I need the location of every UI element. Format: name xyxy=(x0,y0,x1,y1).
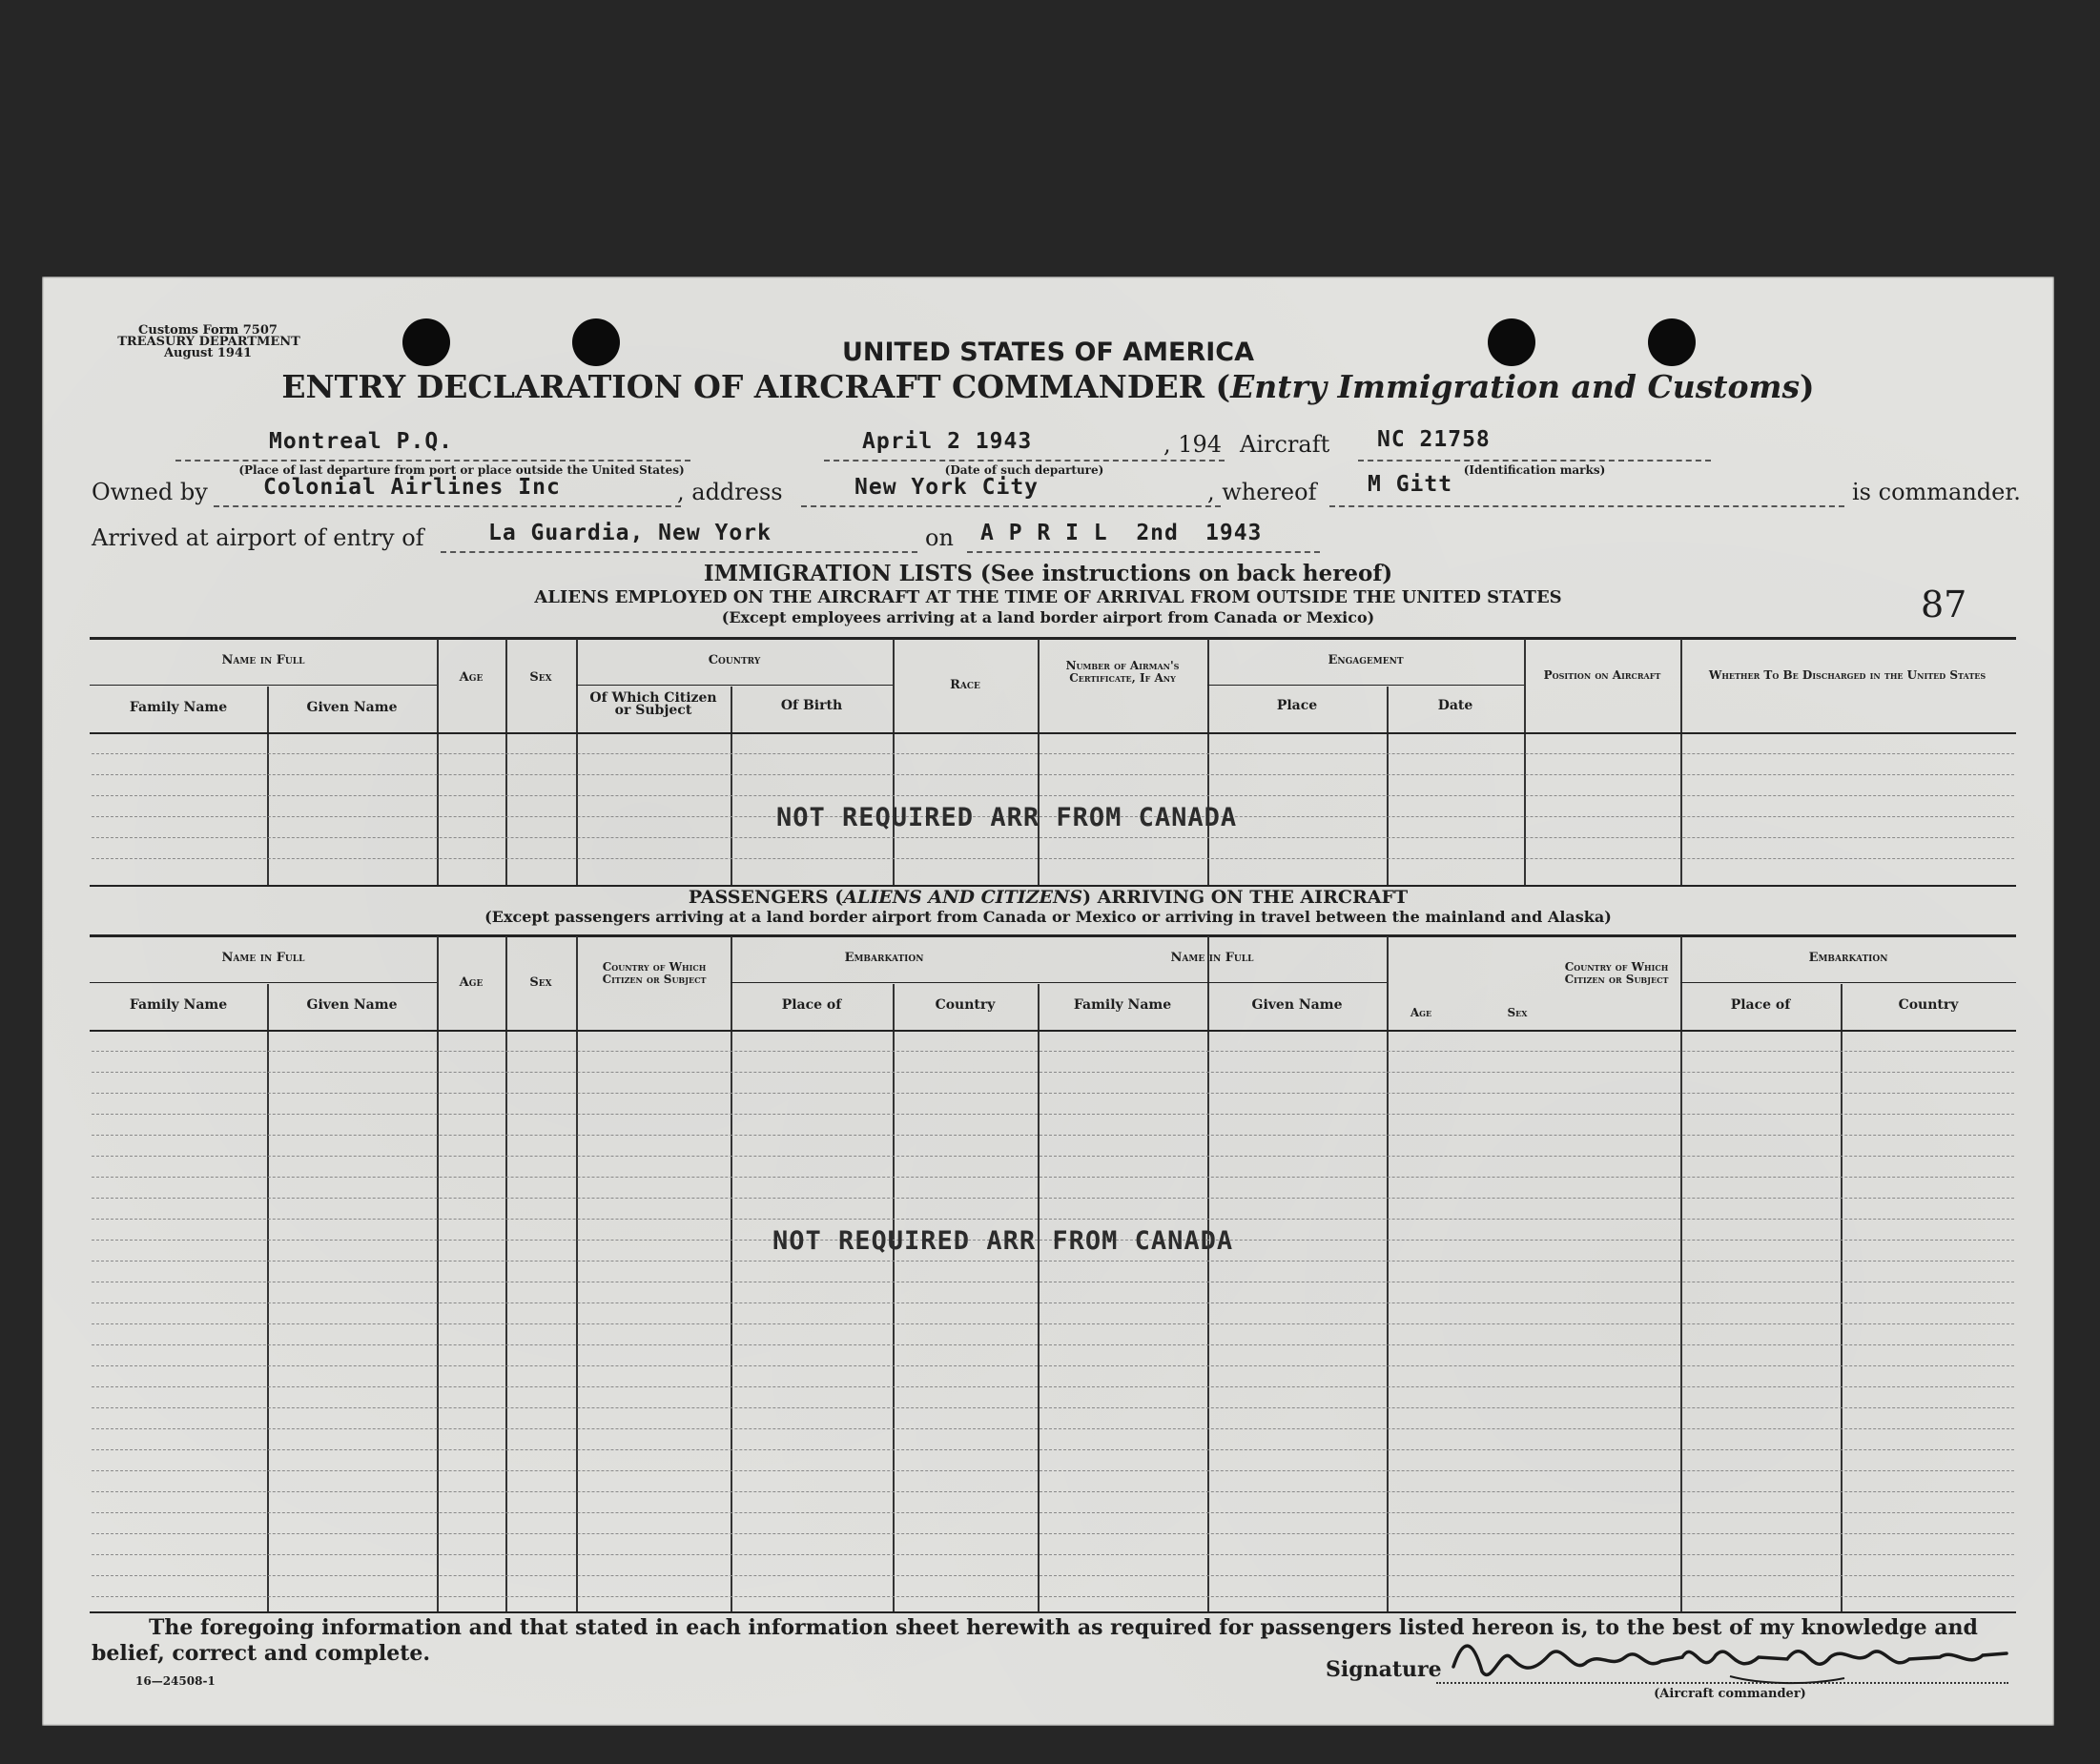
on-label: on xyxy=(925,524,954,551)
passengers-heading-italic: ALIENS AND CITIZENS xyxy=(843,887,1083,908)
crew-position-header: Position on Aircraft xyxy=(1543,668,1661,682)
pax-embarkation-group-header: Embarkation xyxy=(844,951,924,965)
departure-place-caption: (Place of last departure from port or place outside the United States) xyxy=(238,463,685,477)
customs-form-sheet xyxy=(42,277,2054,1726)
pax-family-header: Family Name xyxy=(129,997,228,1013)
crew-engagement-group-header: Engagement xyxy=(1328,653,1404,667)
crew-birth-header: Of Birth xyxy=(780,698,843,713)
pax-country-header: Country xyxy=(935,997,996,1013)
pax-sex-header: Sex xyxy=(529,975,552,990)
crew-not-required-stamp: NOT REQUIRED ARR FROM CANADA xyxy=(776,803,1238,832)
crew-certificate-header: Number of Airman's Certificate, If Any xyxy=(1065,659,1180,685)
pax-citizen-header: Country of Which Citizen or Subject xyxy=(602,960,707,986)
crew-race-header: Race xyxy=(950,678,980,692)
pax2-age-header: Age xyxy=(1410,1006,1432,1019)
whereof-label: , whereof xyxy=(1207,479,1317,505)
departure-date-caption: (Date of such departure) xyxy=(944,463,1104,477)
department-name: TREASURY DEPARTMENT xyxy=(117,335,300,349)
passengers-heading-b: ) ARRIVING ON THE AIRCRAFT xyxy=(1082,887,1409,908)
crew-place-header: Place xyxy=(1276,698,1318,713)
address-value: New York City xyxy=(854,475,1040,500)
pax-name-group-header: Name in Full xyxy=(221,951,305,965)
form-title-close: ) xyxy=(1800,368,1815,405)
departure-place-value: Montreal P.Q. xyxy=(269,429,454,454)
crew-sex-header: Sex xyxy=(529,670,552,685)
arrival-label: Arrived at airport of entry of xyxy=(92,524,424,551)
pax2-name-group-header: Name in Full xyxy=(1170,951,1254,965)
immigration-exception: (Except employees arriving at a land border airport from Canada or Mexico) xyxy=(721,608,1375,626)
crew-discharged-header: Whether To Be Discharged in the United States xyxy=(1708,668,1987,682)
passengers-heading-a: PASSENGERS ( xyxy=(688,887,844,908)
aircraft-id-value: NC 21758 xyxy=(1377,427,1491,452)
crew-country-group-header: Country xyxy=(708,653,761,667)
immigration-subheading: ALIENS EMPLOYED ON THE AIRCRAFT AT THE TIME OF ARRIVAL FROM OUTSIDE THE UNITED STATES xyxy=(534,587,1562,607)
crew-given-header: Given Name xyxy=(306,700,398,715)
form-title-main: ENTRY DECLARATION OF AIRCRAFT COMMANDER ( xyxy=(281,368,1231,405)
form-code: 16—24508-1 xyxy=(135,1674,216,1688)
commander-suffix: is commander. xyxy=(1852,479,2021,505)
crew-date-header: Date xyxy=(1437,698,1473,713)
arrival-year-value: 1943 xyxy=(1205,521,1263,545)
pax2-country-header: Country xyxy=(1898,997,1959,1013)
arrival-date-value: A P R I L 2nd xyxy=(980,521,1179,545)
owned-by-label: Owned by xyxy=(92,479,208,505)
pax-given-header: Given Name xyxy=(306,997,398,1013)
page-number: 87 xyxy=(1921,584,1967,626)
signature-caption: (Aircraft commander) xyxy=(1654,1687,1806,1701)
commander-signature xyxy=(1444,1629,2016,1695)
signature-label: Signature xyxy=(1326,1657,1442,1682)
passengers-heading xyxy=(42,887,2054,908)
pax-place-header: Place of xyxy=(781,997,842,1013)
footer-statement: The foregoing information and that stated in each information sheet herewith as required for passengers listed hereon is, to the best of my knowledge and belief, correct and complete. xyxy=(92,1615,1978,1666)
arrival-airport-value: La Guardia, New York xyxy=(488,521,772,545)
pax-not-required-stamp: NOT REQUIRED ARR FROM CANADA xyxy=(772,1226,1234,1256)
year-prefix: , 194 xyxy=(1163,431,1223,458)
departure-date-value: April 2 1943 xyxy=(862,429,1033,454)
crew-name-group-header: Name in Full xyxy=(221,653,305,667)
aircraft-label: Aircraft xyxy=(1240,431,1330,458)
pax2-place-header: Place of xyxy=(1730,997,1791,1013)
form-title xyxy=(42,368,2054,405)
pax2-given-header: Given Name xyxy=(1251,997,1343,1013)
pax-age-header: Age xyxy=(459,975,484,990)
pax2-citizen-header: Country of Which Citizen or Subject xyxy=(1564,960,1669,986)
owner-value: Colonial Airlines Inc xyxy=(263,475,561,500)
pax2-family-header: Family Name xyxy=(1073,997,1172,1013)
form-date: August 1941 xyxy=(163,346,253,360)
form-title-italic: Entry Immigration and Customs xyxy=(1230,368,1801,405)
form-number: Customs Form 7507 xyxy=(138,323,278,338)
commander-value: M Gitt xyxy=(1368,472,1453,497)
aircraft-id-caption: (Identification marks) xyxy=(1463,463,1606,477)
crew-age-header: Age xyxy=(459,670,484,685)
crew-family-header: Family Name xyxy=(129,700,228,715)
address-label: , address xyxy=(677,479,783,505)
pax2-embarkation-group-header: Embarkation xyxy=(1808,951,1888,965)
immigration-heading: IMMIGRATION LISTS (See instructions on back hereof) xyxy=(703,561,1393,586)
crew-citizen-header: Of Which Citizen or Subject xyxy=(589,690,717,718)
country-heading: UNITED STATES OF AMERICA xyxy=(841,338,1255,367)
pax2-sex-header: Sex xyxy=(1507,1006,1528,1019)
passengers-exception: (Except passengers arriving at a land border airport from Canada or Mexico or arriving in travel between the mainland and Alaska) xyxy=(484,908,1612,926)
